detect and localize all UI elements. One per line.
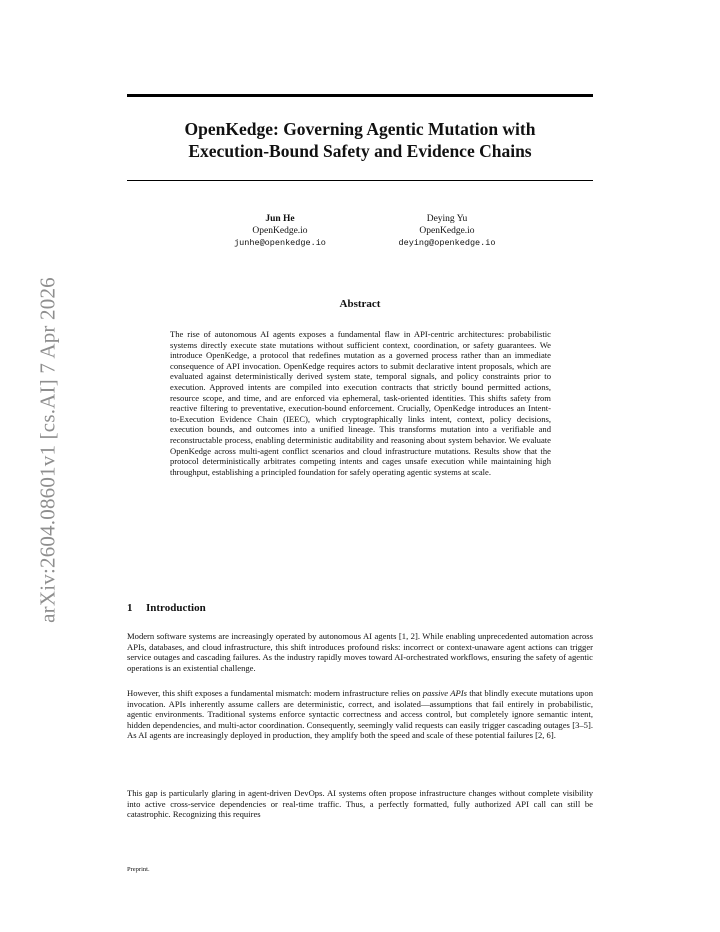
preprint-footer: Preprint. (127, 866, 150, 873)
author-name: Deying Yu (426, 214, 468, 224)
author-email[interactable]: junhe@openkedge.io (234, 238, 326, 248)
paragraph-text: However, this shift exposes a fundamental mismatch: modern infrastructure relies on (127, 688, 423, 698)
paper-title (127, 118, 593, 162)
author-affiliation: OpenKedge.io (252, 226, 308, 236)
abstract-body: The rise of autonomous AI agents exposes a fundamental flaw in API-centric architectures: probabilistic systems directly execute state mutations without sufficient context, coordination, or safety guarantees. We introduce OpenKedge, a protocol that redefines mutation as a governed process rather than an immediate consequence of API invocation. OpenKedge requires actors to submit declarative intent proposals, which are evaluated against deterministically derived system state, temporal signals, and policy constraints prior to execution. Approved intents are compiled into execution contracts that strictly bound permitted actions, resource scope, and time, and are enforced via ephemeral, task-oriented identities. This shifts safety from reactive filtering to preventative, execution-bound enforcement. Crucially, OpenKedge introduces an Intent-to-Execution Evidence Chain (IEEC), which cryptographically links intent, context, policy decisions, execution bounds, and outcomes into a unified lineage. This transforms mutation into a verifiable and reconstructable process, enabling deterministic auditability and reasoning about system behavior. We evaluate OpenKedge across multi-agent conflict scenarios and cloud infrastructure mutations. Results show that the protocol deterministically arbitrates competing intents and cages unsafe execution while maintaining high throughput, establishing a principled foundation for safely operating agentic systems at scale. (170, 329, 551, 477)
intro-paragraph-3: This gap is particularly glaring in agent-driven DevOps. AI systems often propose infrastructure changes without complete visibility into active cross-service dependencies or real-time traffic. Thus, a perfectly formatted, fully authorized API call can still be catastrophic. Recognizing this requires (127, 788, 593, 820)
section-heading-introduction (127, 602, 593, 614)
author-email[interactable]: deying@openkedge.io (398, 238, 496, 248)
author-name: Jun He (265, 214, 295, 224)
author-block-2 (372, 213, 522, 249)
emphasized-term: passive APIs (422, 688, 467, 698)
paragraph-text: that blindly execute mutations upon invocation. APIs inherently assume callers are deterministic, correct, and isolated—assumptions that fail entirely in probabilistic, agentic environments. Traditional systems enforce syntactic correctness and access control, but completely ignore semantic intent, hidden dependencies, and multi-actor coordination. Consequently, seemingly valid requests can easily trigger cascading outages [3–5]. As AI agents are increasingly deployed in production, they amplify both the speed and scale of these potential failures [2, 6]. (127, 688, 593, 741)
title-bottom-rule (127, 180, 593, 181)
intro-paragraph-1: Modern software systems are increasingly operated by autonomous AI agents [1, 2]. While enabling unprecedented automation across APIs, databases, and cloud infrastructure, this shift introduces profound risks: incorrect or context-unaware agent actions can trigger service outages and cascading failures. As the industry rapidly moves toward AI-orchestrated workflows, ensuring the safety of agentic operations is an existential challenge. (127, 631, 593, 673)
section-title: Introduction (146, 602, 206, 614)
author-affiliation: OpenKedge.io (419, 226, 475, 236)
title-line-1: OpenKedge: Governing Agentic Mutation with (184, 119, 536, 139)
section-number: 1 (127, 602, 133, 614)
intro-paragraph-2 (127, 688, 593, 741)
author-block-1 (215, 213, 345, 249)
title-line-2: Execution-Bound Safety and Evidence Chains (188, 141, 532, 161)
abstract-heading: Abstract (339, 298, 381, 310)
title-top-rule (127, 94, 593, 97)
arxiv-identifier-stamp: arXiv:2604.08601v1 [cs.AI] 7 Apr 2026 (35, 277, 60, 623)
